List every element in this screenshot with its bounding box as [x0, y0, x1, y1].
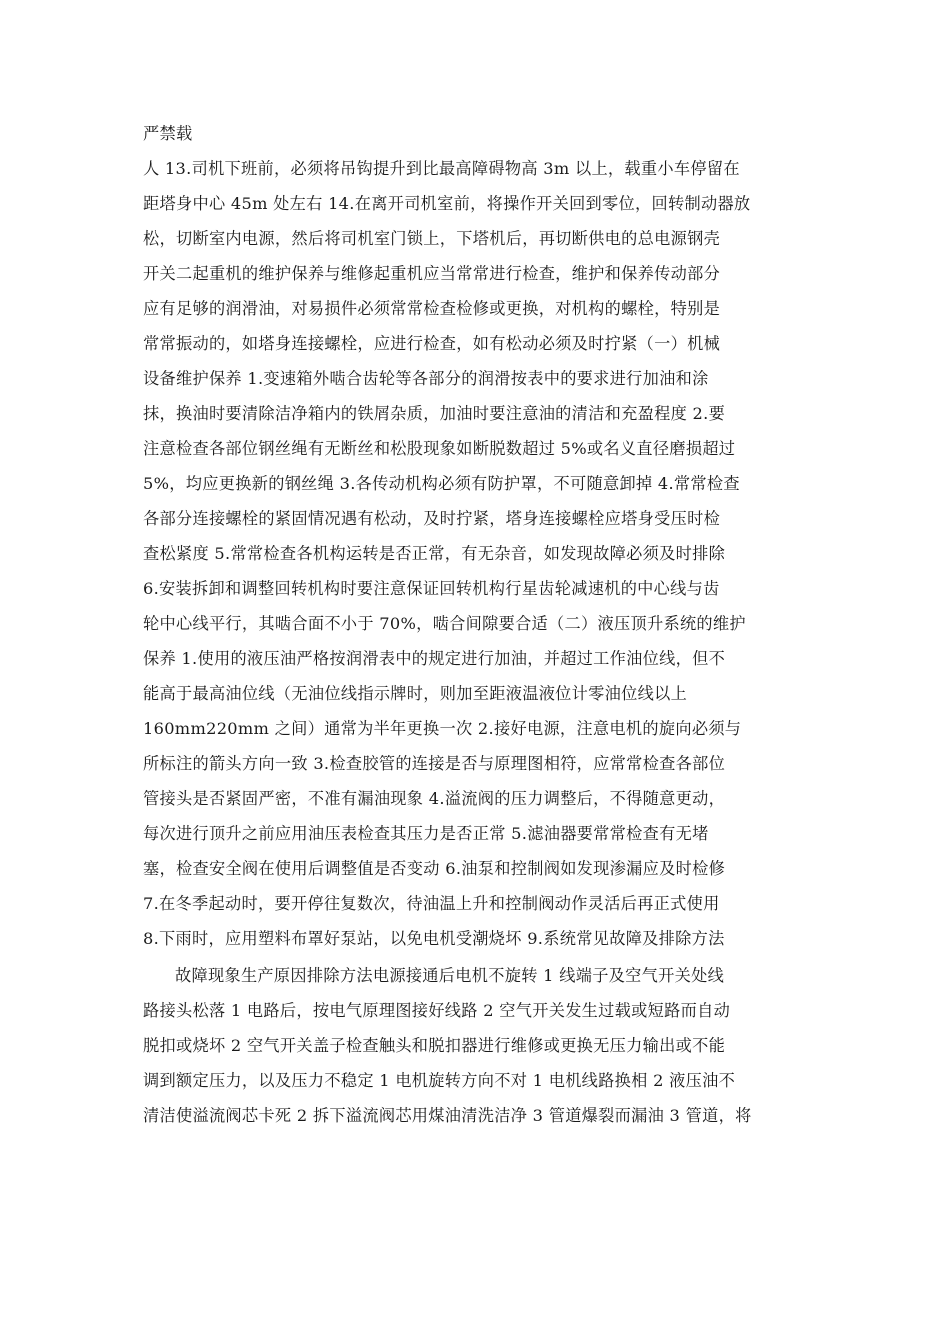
- text-line: 轮中心线平行，其啮合面不小于 70%，啮合间隙要合适（二）液压顶升系统的维护: [143, 614, 746, 633]
- text-line: 路接头松落 1 电路后，按电气原理图接好线路 2 空气开关发生过载或短路而自动: [143, 1001, 731, 1020]
- text-line: 所标注的箭头方向一致 3.检查胶管的连接是否与原理图相符，应常常检查各部位: [143, 754, 726, 773]
- text-line: 设备维护保养 1.变速箱外啮合齿轮等各部分的润滑按表中的要求进行加油和涂: [143, 369, 709, 388]
- text-line: 脱扣或烧坏 2 空气开关盖子检查触头和脱扣器进行维修或更换无压力输出或不能: [143, 1036, 726, 1055]
- text-line: 松，切断室内电源，然后将司机室门锁上，下塔机后，再切断供电的总电源钢壳: [143, 229, 721, 248]
- text-line: 清洁使溢流阀芯卡死 2 拆下溢流阀芯用煤油清洗洁净 3 管道爆裂而漏油 3 管道，将: [143, 1106, 752, 1125]
- text-line: 能高于最高油位线（无油位线指示牌时，则加至距液温液位计零油位线以上: [143, 684, 688, 703]
- text-line: 人 13.司机下班前，必须将吊钩提升到比最高障碍物高 3m 以上，载重小车停留在: [143, 159, 740, 178]
- text-line: 开关二起重机的维护保养与维修起重机应当常常进行检查，维护和保养传动部分: [143, 264, 721, 283]
- text-line: 距塔身中心 45m 处左右 14.在离开司机室前，将操作开关回到零位，回转制动器放: [143, 194, 751, 213]
- text-line: 5%，均应更换新的钢丝绳 3.各传动机构必须有防护罩，不可随意卸掉 4.常常检查: [143, 474, 740, 493]
- text-line: 管接头是否紧固严密，不准有漏油现象 4.溢流阀的压力调整后，不得随意更动，: [143, 789, 726, 808]
- text-line: 塞，检查安全阀在使用后调整值是否变动 6.油泵和控制阀如发现渗漏应及时检修: [143, 859, 726, 878]
- text-line: 8.下雨时，应用塑料布罩好泵站，以免电机受潮烧坏 9.系统常见故障及排除方法: [143, 929, 725, 948]
- body-text: [143, 116, 823, 1133]
- text-line: 调到额定压力，以及压力不稳定 1 电机旋转方向不对 1 电机线路换相 2 液压油不: [143, 1071, 736, 1090]
- text-line: 6.安装拆卸和调整回转机构时要注意保证回转机构行星齿轮减速机的中心线与齿: [143, 579, 720, 598]
- text-line: 160mm220mm 之间）通常为半年更换一次 2.接好电源，注意电机的旋向必须与: [143, 719, 742, 738]
- text-line: 常常振动的，如塔身连接螺栓，应进行检查，如有松动必须及时拧紧（一）机械: [143, 334, 721, 353]
- text-line: 每次进行顶升之前应用油压表检查其压力是否正常 5.滤油器要常常检查有无堵: [143, 824, 709, 843]
- text-line: 7.在冬季起动时，要开停往复数次，待油温上升和控制阀动作灵活后再正式使用: [143, 894, 720, 913]
- text-line: 应有足够的润滑油，对易损件必须常常检查检修或更换，对机构的螺栓，特别是: [143, 299, 721, 318]
- text-line: 抹，换油时要清除洁净箱内的铁屑杂质，加油时要注意油的清洁和充盈程度 2.要: [143, 404, 726, 423]
- text-line: 注意检查各部位钢丝绳有无断丝和松股现象如断脱数超过 5%或名义直径磨损超过: [143, 439, 736, 458]
- text-line: 查松紧度 5.常常检查各机构运转是否正常，有无杂音，如发现故障必须及时排除: [143, 544, 726, 563]
- text-line: 保养 1.使用的液压油严格按润滑表中的规定进行加油，并超过工作油位线，但不: [143, 649, 726, 668]
- text-line: 各部分连接螺栓的紧固情况遇有松动，及时拧紧，塔身连接螺栓应塔身受压时检: [143, 509, 721, 528]
- text-line: 严禁载: [143, 124, 193, 143]
- text-line-indented: 故障现象生产原因排除方法电源接通后电机不旋转 1 线端子及空气开关处线: [175, 966, 725, 985]
